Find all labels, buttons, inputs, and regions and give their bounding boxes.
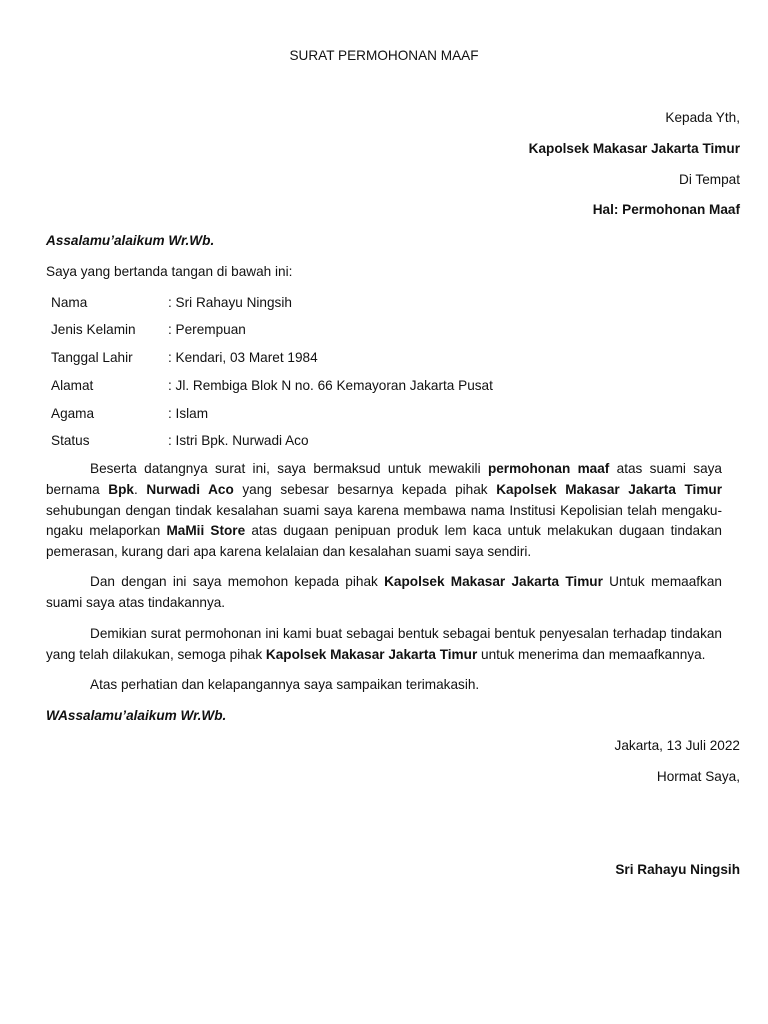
opening-greeting: Assalamu’alaikum Wr.Wb. [46, 233, 215, 248]
identity-value: : Istri Bpk. Nurwadi Aco [168, 433, 309, 448]
regards-text: Hormat Saya, [656, 769, 740, 784]
paragraph-bold-text: Kapolsek Makasar Jakarta Timur [496, 481, 723, 497]
identity-value: : Jl. Rembiga Blok N no. 66 Kemayoran Jakarta Pusat [168, 378, 493, 393]
recipient-place: Di Tempat [679, 172, 740, 187]
body-paragraph-4 [46, 675, 722, 696]
paragraph-text: Atas perhatian dan kelapangannya saya sampaikan terimakasih. [90, 677, 480, 692]
signer-name: Sri Rahayu Ningsih [615, 862, 740, 877]
identity-label: Jenis Kelamin [51, 322, 136, 337]
letter-subject: Hal: Permohonan Maaf [592, 202, 740, 217]
paragraph-text: atas dugaan penipuan produk lem kaca untuk melakukan dugaan tindakan pemerasan, kurang dari apa karena kelalaian dan kesalahan suami saya sendiri. [46, 523, 722, 560]
paragraph-text: atas suami saya bernama [46, 461, 722, 497]
paragraph-bold-text: permohonan maaf [487, 461, 610, 476]
identity-value: : Islam [168, 406, 209, 421]
place-date: Jakarta, 13 Juli 2022 [614, 738, 740, 753]
recipient-line-1: Kepada Yth, [665, 110, 740, 125]
body-paragraph-2 [46, 572, 722, 614]
body-paragraph-1 [46, 459, 722, 563]
paragraph-bold-text: MaMii Store [166, 523, 246, 539]
paragraph-text: sehubungan dengan tindak kesalahan suami saya karena membawa nama Institusi Kepolisian telah mengaku-ngaku melaporkan [46, 502, 722, 539]
intro-text: Saya yang bertanda tangan di bawah ini: [46, 264, 293, 279]
paragraph-bold-text: Kapolsek Makasar Jakarta Timur [265, 646, 478, 662]
identity-row [51, 293, 292, 313]
identity-row [51, 348, 318, 368]
paragraph-bold-text: Kapolsek Makasar Jakarta Timur [384, 574, 603, 589]
paragraph-text: Untuk memaafkan suami saya atas tindakannya. [46, 574, 722, 610]
identity-value: : Sri Rahayu Ningsih [168, 295, 292, 310]
identity-label: Tanggal Lahir [51, 350, 133, 365]
identity-value: : Kendari, 03 Maret 1984 [168, 350, 318, 365]
body-paragraph-3 [46, 624, 722, 666]
identity-row [51, 376, 493, 396]
recipient-name: Kapolsek Makasar Jakarta Timur [528, 141, 740, 156]
paragraph-bold-text: Nurwadi Aco [146, 481, 234, 497]
letter-title: SURAT PERMOHONAN MAAF [289, 48, 479, 63]
identity-label: Nama [51, 295, 88, 310]
paragraph-bold-text: Bpk [108, 481, 134, 497]
paragraph-text: . [133, 481, 147, 497]
paragraph-text: Dan dengan ini saya memohon kepada pihak [90, 574, 385, 589]
identity-label: Alamat [51, 378, 94, 393]
identity-row [51, 404, 208, 424]
paragraph-text: Demikian surat permohonan ini kami buat sebagai bentuk sebagai bentuk penyesalan terhadap tindakan yang telah dilakukan, semoga pihak [46, 626, 722, 662]
identity-row [51, 320, 246, 340]
identity-label: Status [51, 433, 90, 448]
identity-row [51, 431, 309, 451]
paragraph-text: Beserta datangnya surat ini, saya bermaksud untuk mewakili [90, 461, 488, 476]
paragraph-text: yang sebesar besarnya kepada pihak [233, 481, 497, 497]
identity-value: : Perempuan [168, 322, 246, 337]
closing-greeting: WAssalamu’alaikum Wr.Wb. [46, 708, 227, 723]
identity-label: Agama [51, 406, 95, 421]
paragraph-text: untuk menerima dan memaafkannya. [477, 646, 706, 662]
